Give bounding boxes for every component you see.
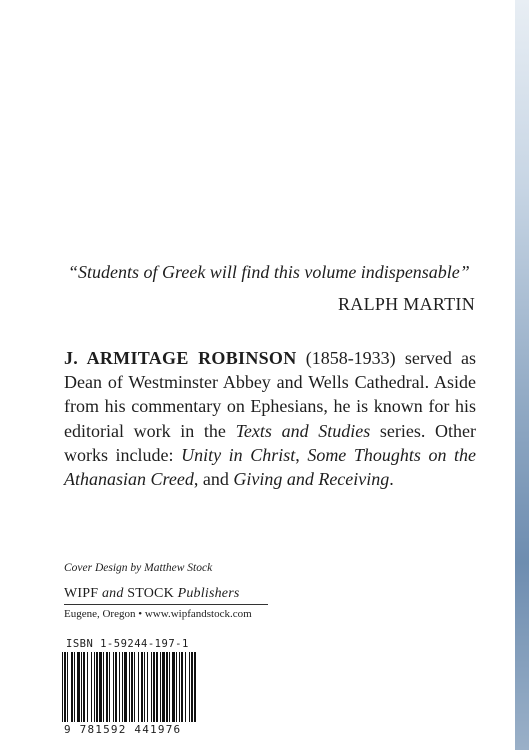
barcode-bar xyxy=(162,652,165,722)
barcode-bar xyxy=(131,652,133,722)
barcode-bar xyxy=(129,652,130,722)
bio-title: Texts and Studies xyxy=(235,420,371,441)
barcode-bar xyxy=(106,652,108,722)
barcode-bar xyxy=(144,652,145,722)
barcode-bar xyxy=(87,652,88,722)
author-name: J. ARMITAGE ROBINSON xyxy=(64,348,297,368)
barcode-bar xyxy=(64,652,66,722)
barcode-bar xyxy=(109,652,110,722)
barcode-bar xyxy=(134,652,135,722)
bio-text: , and xyxy=(193,469,234,490)
barcode-bar xyxy=(156,652,158,722)
barcode-bar xyxy=(103,652,104,722)
cover-design-credit: Cover Design by Matthew Stock xyxy=(64,562,213,574)
barcode-bar xyxy=(71,652,73,722)
barcode-bar xyxy=(153,652,155,722)
cover-art-edge xyxy=(515,0,529,750)
barcode-bar xyxy=(176,652,177,722)
barcode-bar xyxy=(189,652,190,722)
barcode-bar xyxy=(166,652,168,722)
bio-title: Unity in Christ xyxy=(181,444,296,465)
barcode-bar xyxy=(91,652,92,722)
endorsement-quote: “Students of Greek will find this volume indispensable” xyxy=(68,262,470,282)
publisher-name-part: WIPF xyxy=(64,586,102,601)
publisher-name-part: and xyxy=(101,586,124,601)
barcode-bar xyxy=(115,652,117,722)
publisher-address: Eugene, Oregon • www.wipfandstock.com xyxy=(64,608,252,620)
barcode-bar xyxy=(179,652,180,722)
barcode-bar xyxy=(147,652,148,722)
publisher-divider xyxy=(64,604,268,605)
barcode-bar xyxy=(191,652,193,722)
publisher-name-part: STOCK xyxy=(123,586,178,601)
bio-title: Some Thoughts on the Athanasian Creed xyxy=(64,444,476,490)
barcode-bar xyxy=(141,652,143,722)
barcode-number: 9 781592 441976 xyxy=(64,723,182,736)
publisher-name xyxy=(64,586,240,602)
bio-text: , xyxy=(295,444,308,465)
barcode-bar xyxy=(185,652,186,722)
barcode-bar xyxy=(113,652,114,722)
barcode-bar xyxy=(99,652,102,722)
author-bio xyxy=(64,346,476,491)
barcode-bar xyxy=(94,652,95,722)
barcode-bar xyxy=(172,652,175,722)
bio-text: series. Other works include: xyxy=(64,420,477,465)
barcode-bar xyxy=(62,652,63,722)
barcode-bar xyxy=(124,652,127,722)
barcode-bar xyxy=(67,652,68,722)
barcode-bar xyxy=(181,652,183,722)
barcode-bar xyxy=(122,652,123,722)
bio-text: . xyxy=(389,469,394,490)
barcode-image xyxy=(60,652,243,724)
barcode-bar xyxy=(96,652,98,722)
barcode-bar xyxy=(169,652,170,722)
barcode-bar xyxy=(74,652,75,722)
barcode-bar xyxy=(83,652,85,722)
barcode-bar xyxy=(77,652,80,722)
barcode-bar xyxy=(194,652,196,722)
publisher-name-part: Publishers xyxy=(177,586,240,601)
barcode-bar xyxy=(151,652,152,722)
isbn-label: ISBN 1-59244-197-1 xyxy=(66,638,189,650)
barcode-bar xyxy=(138,652,139,722)
bio-text: (1858-1933) served as Dean of Westminster Abbey and Wells Cathedral. Aside from his commentary on Ephesians, he is known for his editorial work in the xyxy=(64,348,476,441)
bio-title: Giving and Receiving xyxy=(233,469,390,490)
barcode-bar xyxy=(160,652,161,722)
endorsement-author: RALPH MARTIN xyxy=(337,294,475,314)
barcode-bar xyxy=(119,652,120,722)
barcode-bar xyxy=(81,652,82,722)
barcode-block xyxy=(60,634,243,740)
